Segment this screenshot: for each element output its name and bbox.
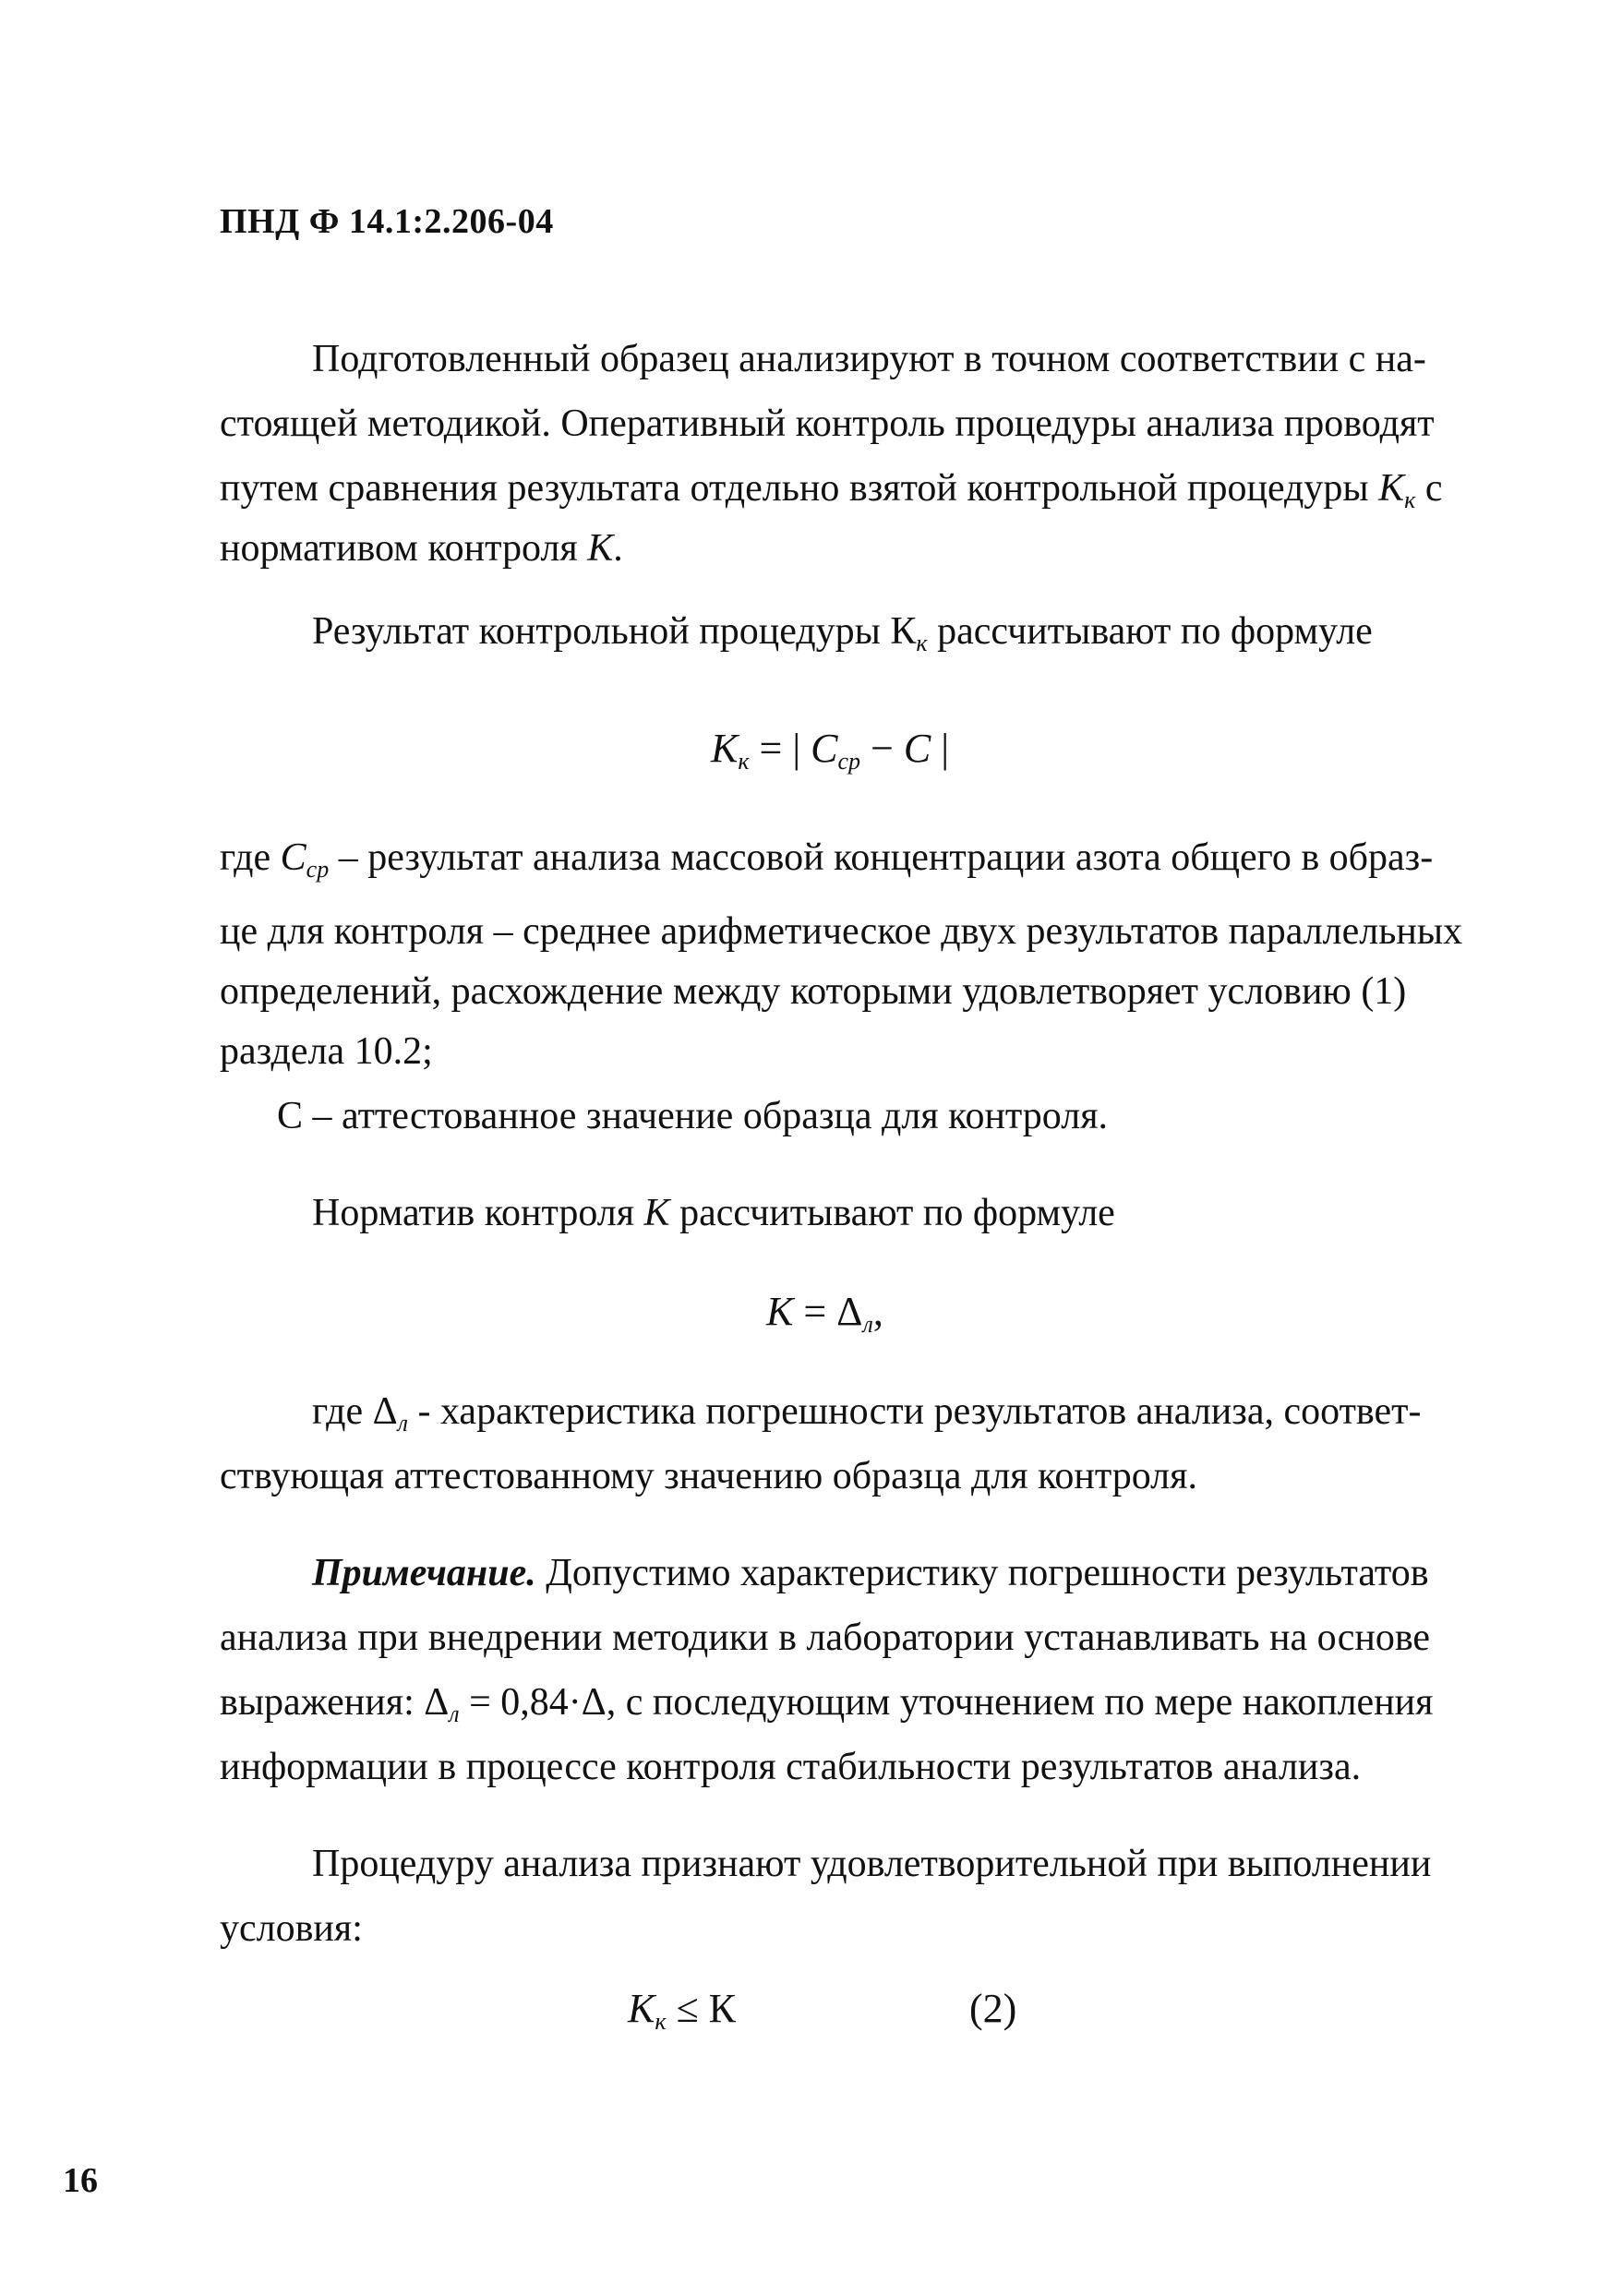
kk-subscript: к <box>1404 487 1416 513</box>
formula-kk <box>711 725 949 775</box>
p3-line-1 <box>220 835 1433 884</box>
p2-line <box>312 609 1373 657</box>
note-label: Примечание. <box>312 1552 536 1594</box>
p6-sub: л <box>397 1410 408 1437</box>
note-line-2: анализа при внедрении методики в лаборатории устанавливать на основе <box>220 1617 1431 1659</box>
p3-c-symbol: C <box>280 836 306 879</box>
formula2-lhs: K <box>766 1289 794 1334</box>
p1-line-2: стоящей методикой. Оперативный контроль процедуры анализа проводят <box>220 403 1435 445</box>
p1-line-3 <box>220 466 1442 514</box>
formula1-end: | <box>931 726 950 771</box>
p3-gde: где <box>220 836 281 879</box>
p7-line-2: условия: <box>220 1907 363 1950</box>
p1-line-1: Подготовленный образец анализируют в точном соответствии с на- <box>312 338 1426 380</box>
p5-k-symbol: K <box>643 1192 670 1234</box>
p5-text-a: Норматив контроля <box>312 1192 644 1234</box>
note-line-3 <box>220 1680 1433 1728</box>
formula1-minus: − <box>860 726 904 771</box>
formula-condition <box>628 1985 736 2036</box>
p6-text-b: - характеристика погрешности результатов анализа, соответ- <box>408 1390 1422 1433</box>
p6-text-a: где Δ <box>312 1390 398 1433</box>
p6-line-2: ствующая аттестованному значению образца для контроля. <box>220 1455 1197 1497</box>
formula1-c1: C <box>811 726 838 771</box>
formula1-eq: = | <box>749 726 811 771</box>
p3-line-2: це для контроля – среднее арифметическое двух результатов параллельных <box>220 910 1463 953</box>
p2-text-b: рассчитывают по формуле <box>927 610 1373 653</box>
formula1-lhs-sub: к <box>738 748 750 775</box>
p1-line-3-text: путем сравнения результата отдельно взятой контрольной процедуры <box>220 467 1379 510</box>
note-line-3-b: = 0,84·Δ, с последующим уточнением по мере накопления <box>459 1681 1434 1724</box>
p3-line-1-text: – результат анализа массовой концентрации азота общего в образ- <box>329 836 1434 879</box>
p3-line-4: раздела 10.2; <box>220 1030 433 1073</box>
p1-line-4 <box>220 526 623 571</box>
page-number: 16 <box>63 2161 98 2200</box>
p5-text-b: рассчитывают по формуле <box>669 1192 1115 1234</box>
p1-line-4-end: . <box>613 527 623 570</box>
note-line-1-text: Допустимо характеристику погрешности результатов <box>535 1552 1429 1594</box>
p3-c-sub: ср <box>306 856 330 883</box>
note-line-3-a: выражения: Δ <box>220 1681 450 1724</box>
p7-line-1: Процедуру анализа признают удовлетворительной при выполнении <box>312 1843 1432 1885</box>
p1-line-3-end: с <box>1415 467 1443 510</box>
document-code-header: ПНД Ф 14.1:2.206-04 <box>220 202 554 241</box>
formula3-lhs-sub: к <box>655 2008 667 2035</box>
formula2-eq: = Δ <box>793 1289 863 1334</box>
p2-text-a: Результат контрольной процедуры К <box>312 610 917 653</box>
p6-line-1 <box>312 1389 1422 1437</box>
p5-line <box>312 1191 1115 1235</box>
formula1-c1-sub: ср <box>837 748 861 775</box>
formula3-rel: ≤ К <box>666 1986 737 2031</box>
formula1-lhs: K <box>711 726 739 771</box>
p1-line-4-text: нормативом контроля <box>220 527 588 570</box>
k-symbol: K <box>587 527 614 570</box>
kk-symbol: K <box>1378 467 1405 510</box>
formula-k-delta <box>766 1288 883 1339</box>
p2-subscript: к <box>916 630 928 656</box>
formula3-lhs: K <box>628 1986 655 2031</box>
p4-line: С – аттестованное значение образца для контроля. <box>277 1095 1109 1137</box>
note-line-1 <box>312 1551 1429 1595</box>
formula2-sub: л <box>862 1311 873 1338</box>
p3-line-3: определений, расхождение между которыми удовлетворяет условию (1) <box>220 970 1407 1013</box>
formula1-c2: C <box>903 726 931 771</box>
note-line-3-sub: л <box>449 1701 460 1727</box>
note-line-4: информации в процессе контроля стабильности результатов анализа. <box>220 1746 1362 1788</box>
formula2-end: , <box>872 1289 883 1334</box>
formula-number: (2) <box>969 1986 1017 2031</box>
